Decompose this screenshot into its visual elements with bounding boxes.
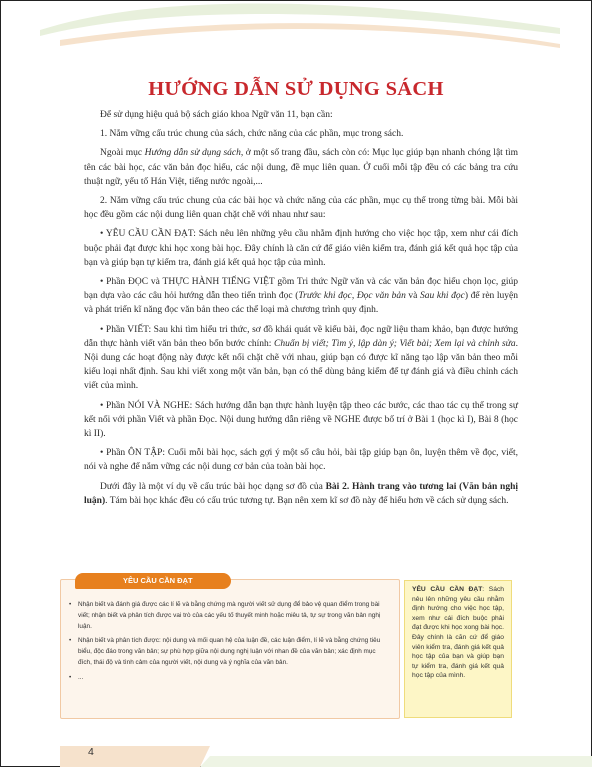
bullet-yeu-cau: • YÊU CẦU CẦN ĐẠT: Sách nêu lên những yêu cầu nhằm định hướng cho việc học tập, xem như cái đích buộc phải đạt được khi học xong bài học. Đây chính là căn cứ để giáo viên kiểm tra, đánh giá kết quả học tập của bạn và giúp bạn tự kiểm tra, đánh giá kết quả học tập của mình.	[84, 227, 518, 270]
page-number: 4	[88, 746, 94, 758]
requirements-tab: YÊU CẦU CẦN ĐẠT	[75, 573, 231, 589]
bullet-viet: • Phần VIẾT: Sau khi tìm hiểu tri thức, sơ đồ khái quát về kiểu bài, đọc ngữ liệu tham khảo, bạn được hướng dẫn thực hành viết văn bản theo bốn bước chính: Chuẩn bị viết; Tìm ý, lập dàn ý; Viết bài; Xem lại và chỉnh sửa. Nội dung các hoạt động này được kết nối chặt chẽ với nhau, giúp bạn có được kĩ năng tạo lập văn bản theo mỗi kiểu loại nhất định. Sau khi viết xong một văn bản, bạn có thể dùng bảng kiểm để tự đánh giá và điều chỉnh cách viết của mình.	[84, 323, 518, 394]
point-2: 2. Nắm vững cấu trúc chung của các bài học và chức năng của các phần, mục cụ thể trong từng bài. Mỗi bài học đều gồm các nội dung liên quan chặt chẽ với nhau như sau:	[84, 196, 518, 221]
main-content	[84, 108, 518, 513]
requirements-panel	[60, 576, 400, 719]
page-title: HƯỚNG DẪN SỬ DỤNG SÁCH	[148, 78, 444, 100]
list-item: • Nhận biết và phân tích được: nội dung và mối quan hệ của luận đề, các luận điểm, lí lẽ và bằng chứng tiêu biểu, độc đáo trong văn bản; sự phù hợp giữa nội dung nghị luận với nhan đề của văn bản; xác định mục đích, thái độ và tình cảm của người viết, nội dung và ý nghĩa của văn bản.	[69, 636, 389, 668]
top-decoration	[0, 0, 592, 56]
intro-paragraph: Để sử dụng hiệu quả bộ sách giáo khoa Ngữ văn 11, bạn cần:	[100, 110, 333, 120]
bullet-noi-nghe: • Phần NÓI VÀ NGHE: Sách hướng dẫn bạn thực hành luyện tập theo các bước, các thao tác cụ thể trong sự kết nối với phần Viết và phần Đọc. Nội dung hướng dẫn riêng về NGHE được bố trí ở Bài 1 (học kì I), Bài 8 (học kì II).	[84, 399, 518, 442]
side-note: YÊU CẦU CẦN ĐẠT: Sách nêu lên những yêu cầu nhằm định hướng cho việc học tập, xem như cái đích buộc phải đạt được khi học xong bài học. Đây chính là căn cứ để giáo viên kiểm tra, đánh giá kết quả học tập của bạn và giúp bạn tự kiểm tra, đánh giá kết quả học tập của mình.	[404, 580, 512, 718]
bullet-on-tap: • Phần ÔN TẬP: Cuối mỗi bài học, sách gợi ý một số câu hỏi, bài tập giúp bạn ôn, luyện thêm về đọc, viết, nói và nghe để nắm vững các nội dung cơ bản của toàn bài học.	[84, 446, 518, 474]
list-item: • ...	[69, 673, 389, 684]
list-item: • Nhận biết và đánh giá được các lí lẽ và bằng chứng mà người viết sử dụng để bảo vệ quan điểm trong bài viết; nhận biết và phân tích được vai trò của các yếu tố thuyết minh hoặc miêu tả, tự sự trong văn bản nghị luận.	[69, 600, 389, 632]
bullet-doc: • Phần ĐỌC và THỰC HÀNH TIẾNG VIỆT gồm Tri thức Ngữ văn và các văn bản đọc hiểu chọn lọc, giúp bạn dựa vào các câu hỏi hướng dẫn theo tiến trình đọc (Trước khi đọc, Đọc văn bản và Sau khi đọc) để rèn luyện và phát triển kĩ năng đọc văn bản theo các thể loại mà chương trình quy định.	[84, 275, 518, 318]
requirements-list	[69, 600, 389, 688]
final-paragraph: Dưới đây là một ví dụ về cấu trúc bài học dạng sơ đồ của Bài 2. Hành trang vào tương lai (Văn bản nghị luận). Tám bài học khác đều có cấu trúc tương tự. Bạn nên xem kĩ sơ đồ này để hiểu hơn về cách sử dụng sách.	[84, 481, 518, 506]
point-1: 1. Nắm vững cấu trúc chung của sách, chức năng của các phần, mục trong sách.	[100, 129, 404, 140]
paragraph-ngoai-muc: Ngoài mục Hướng dẫn sử dụng sách, ở một số trang đầu, sách còn có: Mục lục giúp bạn nhanh chóng lật tìm tên các bài học, các văn bản đọc hiểu, các nội dung, đề mục liên quan. Ở cuối mỗi tập đều có các bảng tra cứu thuật ngữ, yếu tố Hán Việt, tiếng nước ngoài,...	[84, 148, 518, 187]
